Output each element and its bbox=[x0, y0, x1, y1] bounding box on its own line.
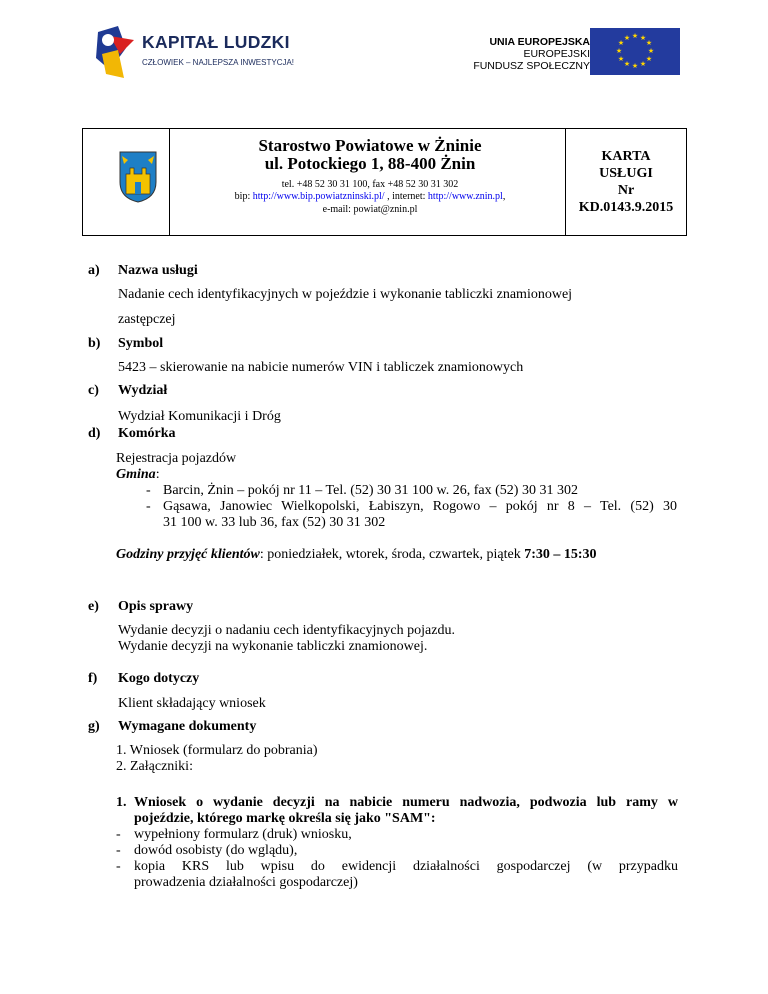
bip-label: bip: bbox=[234, 191, 253, 202]
svg-text:★: ★ bbox=[639, 60, 647, 68]
card-label-2: USŁUGI bbox=[599, 166, 653, 181]
section-e-text-2: Wydanie decyzji na wykonanie tabliczki znamionowej. bbox=[118, 639, 428, 654]
section-g-title: Wymagane dokumenty bbox=[118, 719, 257, 734]
dash-bullet-icon: - bbox=[146, 499, 151, 514]
opening-hours bbox=[116, 547, 597, 563]
section-b-title: Symbol bbox=[118, 336, 164, 351]
svg-text:★: ★ bbox=[631, 32, 639, 40]
section-c-text: Wydział Komunikacji i Dróg bbox=[118, 409, 281, 424]
requirement-number: 1. bbox=[116, 795, 127, 810]
office-phone: tel. +48 52 30 31 100, fax +48 52 30 31 302 bbox=[281, 179, 459, 190]
gmina-label bbox=[116, 467, 160, 483]
gmina-colon: : bbox=[155, 467, 160, 482]
card-label-3: Nr bbox=[617, 183, 635, 198]
gmina-word: Gmina bbox=[116, 467, 156, 482]
requirement-bullet-3-line-2: prowadzenia działalności gospodarczej) bbox=[134, 875, 358, 890]
gmina-item-2-line-2: 31 100 w. 33 lub 36, fax (52) 30 31 302 bbox=[163, 515, 386, 530]
svg-text:★: ★ bbox=[617, 39, 625, 47]
requirement-bullet-3-line-1: kopia KRS lub wpisu do ewidencji działalności gospodarczej (w przypadku bbox=[134, 859, 678, 874]
internet-link[interactable]: http://www.znin.pl bbox=[427, 191, 503, 202]
section-e-letter: e) bbox=[88, 599, 99, 614]
svg-text:★: ★ bbox=[647, 47, 655, 55]
section-c-title: Wydział bbox=[118, 383, 168, 398]
office-websites bbox=[180, 191, 560, 202]
hours-days: : poniedziałek, wtorek, środa, czwartek, piątek bbox=[259, 547, 525, 562]
svg-text:★: ★ bbox=[645, 39, 653, 47]
section-a-letter: a) bbox=[88, 263, 100, 278]
section-f-letter: f) bbox=[88, 671, 98, 686]
eu-label-line1: UNIA EUROPEJSKA bbox=[489, 36, 590, 48]
dash-bullet-icon: - bbox=[116, 859, 121, 874]
requirement-title-2: pojeździe, którego markę określa się jako "SAM": bbox=[134, 811, 436, 826]
section-d-title: Komórka bbox=[118, 426, 176, 441]
dash-bullet-icon: - bbox=[146, 483, 151, 498]
section-a-title: Nazwa usługi bbox=[118, 263, 198, 278]
card-label-1: KARTA bbox=[601, 149, 651, 164]
dash-bullet-icon: - bbox=[116, 827, 121, 842]
section-g-letter: g) bbox=[88, 719, 100, 734]
office-address: ul. Potockiego 1, 88-400 Żnin bbox=[264, 154, 476, 173]
section-a-text-1: Nadanie cech identyfikacyjnych w pojeździe i wykonanie tabliczki znamionowej bbox=[118, 287, 573, 302]
card-number: KD.0143.9.2015 bbox=[578, 200, 674, 215]
gmina-item-2-line-1: Gąsawa, Janowiec Wielkopolski, Łabiszyn, Rogowo – pokój nr 8 – Tel. (52) 30 bbox=[163, 499, 677, 514]
kapital-ludzki-subtitle: CZŁOWIEK – NAJLEPSZA INWESTYCJA! bbox=[142, 58, 295, 67]
hours-time: 7:30 – 15:30 bbox=[524, 547, 597, 562]
section-c-letter: c) bbox=[88, 383, 99, 398]
svg-text:★: ★ bbox=[631, 62, 639, 70]
svg-text:★: ★ bbox=[617, 55, 625, 63]
office-email: e-mail: powiat@znin.pl bbox=[322, 204, 418, 215]
svg-text:★: ★ bbox=[623, 60, 631, 68]
section-g-item-2: 2. Załączniki: bbox=[116, 759, 193, 774]
section-a-text-2: zastępczej bbox=[118, 312, 176, 327]
section-b-text: 5423 – skierowanie na nabicie numerów VIN i tabliczek znamionowych bbox=[118, 360, 524, 375]
svg-text:★: ★ bbox=[639, 34, 647, 42]
section-d-letter: d) bbox=[88, 426, 101, 441]
coat-of-arms-icon bbox=[118, 150, 158, 204]
svg-text:★: ★ bbox=[623, 34, 631, 42]
kapital-ludzki-title: KAPITAŁ LUDZKI bbox=[142, 32, 290, 52]
eu-flag-icon bbox=[590, 28, 680, 75]
bip-link[interactable]: http://www.bip.powiatzninski.pl/ bbox=[252, 191, 385, 202]
gmina-item-1: Barcin, Żnin – pokój nr 11 – Tel. (52) 30 31 100 w. 26, fax (52) 30 31 302 bbox=[163, 483, 578, 498]
office-name: Starostwo Powiatowe w Żninie bbox=[258, 136, 482, 155]
section-b-letter: b) bbox=[88, 336, 101, 351]
svg-text:★: ★ bbox=[615, 47, 623, 55]
section-f-title: Kogo dotyczy bbox=[118, 671, 200, 686]
eu-label-line2: EUROPEJSKI bbox=[523, 48, 590, 60]
requirement-bullet-1: wypełniony formularz (druk) wniosku, bbox=[134, 827, 352, 842]
section-f-text: Klient składający wniosek bbox=[118, 696, 266, 711]
hours-label: Godziny przyjęć klientów bbox=[116, 547, 260, 562]
section-e-text-1: Wydanie decyzji o nadaniu cech identyfikacyjnych pojazdu. bbox=[118, 623, 455, 638]
section-g-item-1: 1. Wniosek (formularz do pobrania) bbox=[116, 743, 318, 758]
section-e-title: Opis sprawy bbox=[118, 599, 194, 614]
svg-text:★: ★ bbox=[645, 55, 653, 63]
requirement-title-1: Wniosek o wydanie decyzji na nabicie numeru nadwozia, podwozia lub ramy w bbox=[134, 795, 678, 810]
section-d-text: Rejestracja pojazdów bbox=[116, 451, 237, 466]
internet-comma: , bbox=[502, 191, 506, 202]
dash-bullet-icon: - bbox=[116, 843, 121, 858]
eu-label-line3: FUNDUSZ SPOŁECZNY bbox=[473, 60, 590, 72]
internet-label: , internet: bbox=[384, 191, 428, 202]
requirement-bullet-2: dowód osobisty (do wglądu), bbox=[134, 843, 298, 858]
